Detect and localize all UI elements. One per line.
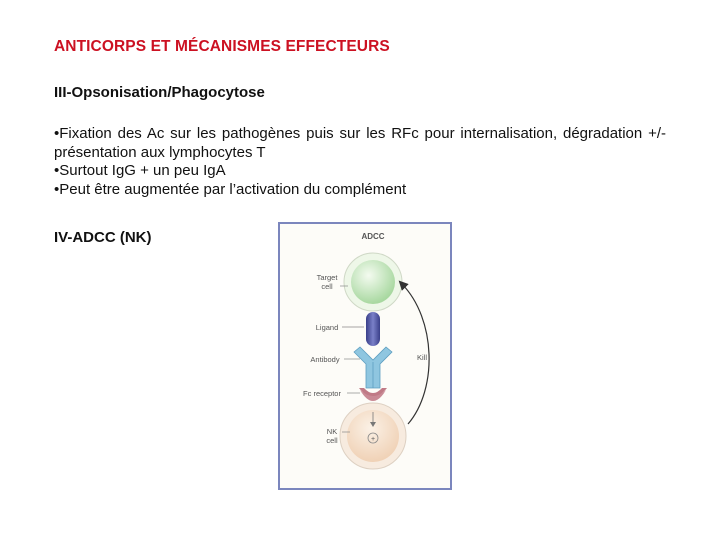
- svg-text:+: +: [370, 436, 376, 443]
- bullet-list: [54, 125, 666, 199]
- adcc-diagram-figure: [278, 222, 452, 490]
- label-ligand: Ligand: [315, 323, 339, 332]
- label-kill: Kill: [416, 353, 428, 362]
- section-heading-adcc: IV-ADCC (NK): [54, 229, 152, 246]
- ligand-shape: [366, 312, 380, 346]
- target-cell-nucleus: [351, 260, 395, 304]
- bullet-item-fixation: •Fixation des Ac sur les pathogènes puis sur les RFc pour internalisation, dégradation +/-présentation aux lymphocytes T: [54, 125, 666, 161]
- label-nk-line2: cell: [326, 436, 338, 445]
- bullet-item-complement: •Peut être augmentée par l’activation du complément: [54, 180, 407, 198]
- label-antibody: Antibody: [310, 355, 340, 364]
- figure-title: ADCC: [361, 232, 385, 241]
- section-heading-opsonisation: III-Opsonisation/Phagocytose: [54, 84, 265, 101]
- adcc-diagram: [280, 224, 450, 488]
- slide-title: ANTICORPS ET MÉCANISMES EFFECTEURS: [54, 38, 390, 55]
- label-nk-line1: NK: [326, 427, 338, 436]
- fc-receptor-shape: [359, 388, 387, 397]
- label-target-line1: Target: [316, 273, 338, 282]
- label-fc-receptor: Fc receptor: [303, 389, 341, 398]
- antibody-shape: [354, 347, 392, 388]
- bullet-item-igg: •Surtout IgG + un peu IgA: [54, 162, 226, 179]
- label-target-line2: cell: [321, 282, 333, 291]
